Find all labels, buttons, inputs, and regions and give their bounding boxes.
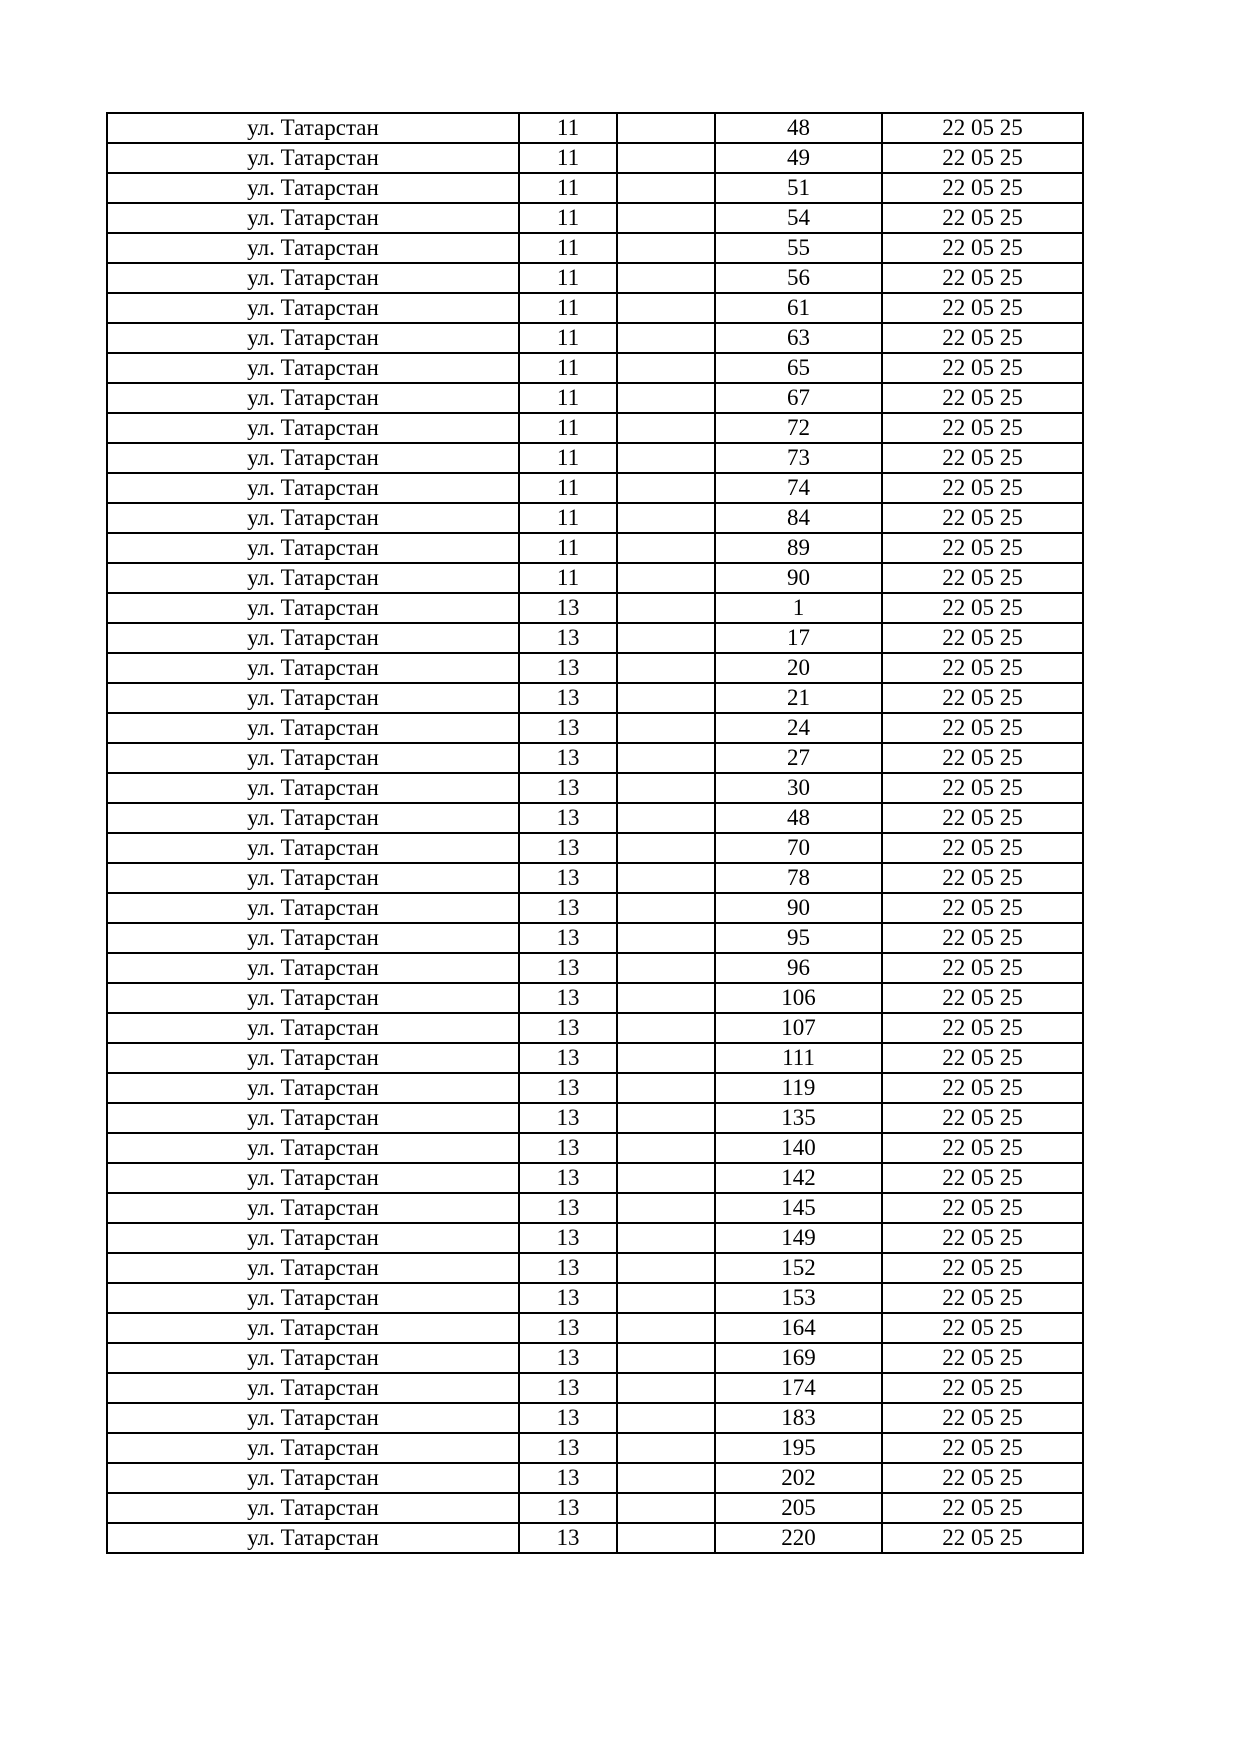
apartment-number-cell: 107 <box>715 1013 882 1043</box>
building-cell <box>617 1463 715 1493</box>
house-number-cell: 11 <box>519 203 617 233</box>
apartment-number-cell: 119 <box>715 1073 882 1103</box>
date-cell: 22 05 25 <box>882 893 1083 923</box>
date-cell: 22 05 25 <box>882 473 1083 503</box>
house-number-cell: 11 <box>519 113 617 143</box>
building-cell <box>617 1043 715 1073</box>
street-cell: ул. Татарстан <box>107 773 519 803</box>
apartment-number-cell: 195 <box>715 1433 882 1463</box>
apartment-number-cell: 135 <box>715 1103 882 1133</box>
date-cell: 22 05 25 <box>882 683 1083 713</box>
street-cell: ул. Татарстан <box>107 293 519 323</box>
house-number-cell: 13 <box>519 923 617 953</box>
apartment-number-cell: 73 <box>715 443 882 473</box>
table-row <box>107 683 1083 713</box>
table-row <box>107 1163 1083 1193</box>
house-number-cell: 13 <box>519 1283 617 1313</box>
apartment-number-cell: 95 <box>715 923 882 953</box>
building-cell <box>617 1073 715 1103</box>
apartment-number-cell: 55 <box>715 233 882 263</box>
apartment-number-cell: 145 <box>715 1193 882 1223</box>
table-row <box>107 1523 1083 1553</box>
apartment-number-cell: 169 <box>715 1343 882 1373</box>
building-cell <box>617 173 715 203</box>
house-number-cell: 11 <box>519 413 617 443</box>
house-number-cell: 11 <box>519 353 617 383</box>
date-cell: 22 05 25 <box>882 173 1083 203</box>
street-cell: ул. Татарстан <box>107 353 519 383</box>
date-cell: 22 05 25 <box>882 1013 1083 1043</box>
street-cell: ул. Татарстан <box>107 413 519 443</box>
house-number-cell: 11 <box>519 533 617 563</box>
house-number-cell: 13 <box>519 983 617 1013</box>
table-row <box>107 773 1083 803</box>
street-cell: ул. Татарстан <box>107 1013 519 1043</box>
date-cell: 22 05 25 <box>882 1223 1083 1253</box>
apartment-number-cell: 90 <box>715 563 882 593</box>
street-cell: ул. Татарстан <box>107 113 519 143</box>
building-cell <box>617 893 715 923</box>
house-number-cell: 13 <box>519 623 617 653</box>
building-cell <box>617 1403 715 1433</box>
street-cell: ул. Татарстан <box>107 1403 519 1433</box>
date-cell: 22 05 25 <box>882 1193 1083 1223</box>
house-number-cell: 13 <box>519 953 617 983</box>
house-number-cell: 11 <box>519 503 617 533</box>
street-cell: ул. Татарстан <box>107 623 519 653</box>
table-row <box>107 1403 1083 1433</box>
table-row <box>107 533 1083 563</box>
building-cell <box>617 743 715 773</box>
date-cell: 22 05 25 <box>882 743 1083 773</box>
street-cell: ул. Татарстан <box>107 1073 519 1103</box>
date-cell: 22 05 25 <box>882 383 1083 413</box>
building-cell <box>617 653 715 683</box>
building-cell <box>617 443 715 473</box>
building-cell <box>617 1523 715 1553</box>
table-row <box>107 1433 1083 1463</box>
street-cell: ул. Татарстан <box>107 443 519 473</box>
building-cell <box>617 353 715 383</box>
date-cell: 22 05 25 <box>882 593 1083 623</box>
table-row <box>107 293 1083 323</box>
table-row <box>107 1103 1083 1133</box>
building-cell <box>617 1283 715 1313</box>
date-cell: 22 05 25 <box>882 1163 1083 1193</box>
table-row <box>107 743 1083 773</box>
apartment-number-cell: 48 <box>715 803 882 833</box>
building-cell <box>617 113 715 143</box>
table-row <box>107 113 1083 143</box>
date-cell: 22 05 25 <box>882 1523 1083 1553</box>
street-cell: ул. Татарстан <box>107 323 519 353</box>
street-cell: ул. Татарстан <box>107 383 519 413</box>
date-cell: 22 05 25 <box>882 773 1083 803</box>
table-row <box>107 1133 1083 1163</box>
table-row <box>107 353 1083 383</box>
table-row <box>107 803 1083 833</box>
building-cell <box>617 983 715 1013</box>
building-cell <box>617 293 715 323</box>
apartment-number-cell: 205 <box>715 1493 882 1523</box>
building-cell <box>617 1313 715 1343</box>
apartment-number-cell: 164 <box>715 1313 882 1343</box>
apartment-number-cell: 74 <box>715 473 882 503</box>
building-cell <box>617 1133 715 1163</box>
date-cell: 22 05 25 <box>882 653 1083 683</box>
date-cell: 22 05 25 <box>882 443 1083 473</box>
house-number-cell: 13 <box>519 1223 617 1253</box>
table-row <box>107 203 1083 233</box>
street-cell: ул. Татарстан <box>107 953 519 983</box>
house-number-cell: 13 <box>519 1373 617 1403</box>
apartment-number-cell: 89 <box>715 533 882 563</box>
date-cell: 22 05 25 <box>882 323 1083 353</box>
date-cell: 22 05 25 <box>882 1403 1083 1433</box>
date-cell: 22 05 25 <box>882 953 1083 983</box>
table-row <box>107 1043 1083 1073</box>
house-number-cell: 11 <box>519 143 617 173</box>
street-cell: ул. Татарстан <box>107 1283 519 1313</box>
date-cell: 22 05 25 <box>882 533 1083 563</box>
house-number-cell: 13 <box>519 1403 617 1433</box>
street-cell: ул. Татарстан <box>107 473 519 503</box>
building-cell <box>617 563 715 593</box>
date-cell: 22 05 25 <box>882 1133 1083 1163</box>
table-row <box>107 1283 1083 1313</box>
street-cell: ул. Татарстан <box>107 1373 519 1403</box>
house-number-cell: 13 <box>519 1163 617 1193</box>
apartment-number-cell: 21 <box>715 683 882 713</box>
apartment-number-cell: 96 <box>715 953 882 983</box>
apartment-number-cell: 65 <box>715 353 882 383</box>
apartment-number-cell: 140 <box>715 1133 882 1163</box>
date-cell: 22 05 25 <box>882 803 1083 833</box>
apartment-number-cell: 1 <box>715 593 882 623</box>
street-cell: ул. Татарстан <box>107 1103 519 1133</box>
date-cell: 22 05 25 <box>882 1283 1083 1313</box>
house-number-cell: 13 <box>519 1013 617 1043</box>
street-cell: ул. Татарстан <box>107 923 519 953</box>
table-row <box>107 473 1083 503</box>
street-cell: ул. Татарстан <box>107 743 519 773</box>
date-cell: 22 05 25 <box>882 983 1083 1013</box>
date-cell: 22 05 25 <box>882 293 1083 323</box>
apartment-number-cell: 54 <box>715 203 882 233</box>
street-cell: ул. Татарстан <box>107 1133 519 1163</box>
building-cell <box>617 1343 715 1373</box>
table-row <box>107 863 1083 893</box>
date-cell: 22 05 25 <box>882 1253 1083 1283</box>
table-row <box>107 983 1083 1013</box>
apartment-number-cell: 67 <box>715 383 882 413</box>
apartment-number-cell: 49 <box>715 143 882 173</box>
street-cell: ул. Татарстан <box>107 1253 519 1283</box>
table-row <box>107 173 1083 203</box>
table-row <box>107 1313 1083 1343</box>
street-cell: ул. Татарстан <box>107 533 519 563</box>
street-cell: ул. Татарстан <box>107 1343 519 1373</box>
date-cell: 22 05 25 <box>882 263 1083 293</box>
date-cell: 22 05 25 <box>882 1073 1083 1103</box>
street-cell: ул. Татарстан <box>107 833 519 863</box>
street-cell: ул. Татарстан <box>107 263 519 293</box>
date-cell: 22 05 25 <box>882 563 1083 593</box>
table-row <box>107 893 1083 923</box>
apartment-number-cell: 20 <box>715 653 882 683</box>
street-cell: ул. Татарстан <box>107 1523 519 1553</box>
apartment-number-cell: 27 <box>715 743 882 773</box>
street-cell: ул. Татарстан <box>107 1433 519 1463</box>
building-cell <box>617 953 715 983</box>
house-number-cell: 13 <box>519 683 617 713</box>
house-number-cell: 13 <box>519 803 617 833</box>
table-row <box>107 383 1083 413</box>
date-cell: 22 05 25 <box>882 833 1083 863</box>
street-cell: ул. Татарстан <box>107 713 519 743</box>
house-number-cell: 11 <box>519 383 617 413</box>
house-number-cell: 13 <box>519 773 617 803</box>
building-cell <box>617 323 715 353</box>
date-cell: 22 05 25 <box>882 143 1083 173</box>
date-cell: 22 05 25 <box>882 1463 1083 1493</box>
apartment-number-cell: 30 <box>715 773 882 803</box>
building-cell <box>617 1193 715 1223</box>
table-row <box>107 1013 1083 1043</box>
table-row <box>107 143 1083 173</box>
building-cell <box>617 1103 715 1133</box>
building-cell <box>617 773 715 803</box>
street-cell: ул. Татарстан <box>107 203 519 233</box>
apartment-number-cell: 61 <box>715 293 882 323</box>
building-cell <box>617 533 715 563</box>
building-cell <box>617 1373 715 1403</box>
building-cell <box>617 923 715 953</box>
apartment-number-cell: 106 <box>715 983 882 1013</box>
apartment-number-cell: 152 <box>715 1253 882 1283</box>
street-cell: ул. Татарстан <box>107 893 519 923</box>
building-cell <box>617 683 715 713</box>
building-cell <box>617 623 715 653</box>
street-cell: ул. Татарстан <box>107 233 519 263</box>
date-cell: 22 05 25 <box>882 233 1083 263</box>
date-cell: 22 05 25 <box>882 713 1083 743</box>
date-cell: 22 05 25 <box>882 623 1083 653</box>
house-number-cell: 11 <box>519 173 617 203</box>
table-row <box>107 923 1083 953</box>
building-cell <box>617 863 715 893</box>
house-number-cell: 13 <box>519 743 617 773</box>
date-cell: 22 05 25 <box>882 1343 1083 1373</box>
building-cell <box>617 1493 715 1523</box>
table-row <box>107 563 1083 593</box>
street-cell: ул. Татарстан <box>107 1043 519 1073</box>
house-number-cell: 13 <box>519 863 617 893</box>
building-cell <box>617 233 715 263</box>
house-number-cell: 13 <box>519 833 617 863</box>
apartment-number-cell: 72 <box>715 413 882 443</box>
table-row <box>107 413 1083 443</box>
house-number-cell: 13 <box>519 1073 617 1103</box>
building-cell <box>617 1223 715 1253</box>
street-cell: ул. Татарстан <box>107 803 519 833</box>
house-number-cell: 13 <box>519 1043 617 1073</box>
address-table <box>106 112 1084 1554</box>
table-row <box>107 713 1083 743</box>
table-row <box>107 623 1083 653</box>
house-number-cell: 13 <box>519 893 617 923</box>
house-number-cell: 13 <box>519 653 617 683</box>
street-cell: ул. Татарстан <box>107 1493 519 1523</box>
apartment-number-cell: 142 <box>715 1163 882 1193</box>
date-cell: 22 05 25 <box>882 413 1083 443</box>
house-number-cell: 13 <box>519 1253 617 1283</box>
building-cell <box>617 833 715 863</box>
date-cell: 22 05 25 <box>882 1493 1083 1523</box>
building-cell <box>617 1163 715 1193</box>
date-cell: 22 05 25 <box>882 203 1083 233</box>
building-cell <box>617 203 715 233</box>
house-number-cell: 11 <box>519 473 617 503</box>
table-row <box>107 233 1083 263</box>
table-row <box>107 1193 1083 1223</box>
building-cell <box>617 503 715 533</box>
building-cell <box>617 1433 715 1463</box>
building-cell <box>617 383 715 413</box>
apartment-number-cell: 70 <box>715 833 882 863</box>
apartment-number-cell: 17 <box>715 623 882 653</box>
apartment-number-cell: 149 <box>715 1223 882 1253</box>
table-row <box>107 953 1083 983</box>
table-row <box>107 1343 1083 1373</box>
street-cell: ул. Татарстан <box>107 173 519 203</box>
house-number-cell: 11 <box>519 443 617 473</box>
street-cell: ул. Татарстан <box>107 1313 519 1343</box>
apartment-number-cell: 153 <box>715 1283 882 1313</box>
apartment-number-cell: 183 <box>715 1403 882 1433</box>
apartment-number-cell: 220 <box>715 1523 882 1553</box>
building-cell <box>617 1253 715 1283</box>
date-cell: 22 05 25 <box>882 863 1083 893</box>
date-cell: 22 05 25 <box>882 1433 1083 1463</box>
house-number-cell: 13 <box>519 1193 617 1223</box>
street-cell: ул. Татарстан <box>107 1223 519 1253</box>
date-cell: 22 05 25 <box>882 1043 1083 1073</box>
table-row <box>107 323 1083 353</box>
house-number-cell: 13 <box>519 713 617 743</box>
apartment-number-cell: 84 <box>715 503 882 533</box>
address-table-body <box>107 113 1083 1553</box>
house-number-cell: 13 <box>519 1343 617 1373</box>
street-cell: ул. Татарстан <box>107 863 519 893</box>
house-number-cell: 13 <box>519 593 617 623</box>
building-cell <box>617 473 715 503</box>
house-number-cell: 11 <box>519 323 617 353</box>
house-number-cell: 13 <box>519 1133 617 1163</box>
house-number-cell: 11 <box>519 293 617 323</box>
table-row <box>107 263 1083 293</box>
street-cell: ул. Татарстан <box>107 983 519 1013</box>
apartment-number-cell: 90 <box>715 893 882 923</box>
house-number-cell: 13 <box>519 1463 617 1493</box>
building-cell <box>617 803 715 833</box>
street-cell: ул. Татарстан <box>107 1463 519 1493</box>
street-cell: ул. Татарстан <box>107 1163 519 1193</box>
date-cell: 22 05 25 <box>882 1103 1083 1133</box>
house-number-cell: 13 <box>519 1493 617 1523</box>
table-row <box>107 1463 1083 1493</box>
street-cell: ул. Татарстан <box>107 653 519 683</box>
street-cell: ул. Татарстан <box>107 593 519 623</box>
apartment-number-cell: 48 <box>715 113 882 143</box>
table-row <box>107 593 1083 623</box>
street-cell: ул. Татарстан <box>107 143 519 173</box>
date-cell: 22 05 25 <box>882 923 1083 953</box>
apartment-number-cell: 51 <box>715 173 882 203</box>
table-row <box>107 1493 1083 1523</box>
building-cell <box>617 593 715 623</box>
apartment-number-cell: 202 <box>715 1463 882 1493</box>
street-cell: ул. Татарстан <box>107 1193 519 1223</box>
house-number-cell: 13 <box>519 1313 617 1343</box>
date-cell: 22 05 25 <box>882 503 1083 533</box>
date-cell: 22 05 25 <box>882 1313 1083 1343</box>
table-row <box>107 833 1083 863</box>
street-cell: ул. Татарстан <box>107 503 519 533</box>
table-row <box>107 1223 1083 1253</box>
apartment-number-cell: 24 <box>715 713 882 743</box>
building-cell <box>617 413 715 443</box>
date-cell: 22 05 25 <box>882 113 1083 143</box>
table-row <box>107 503 1083 533</box>
table-row <box>107 653 1083 683</box>
house-number-cell: 13 <box>519 1103 617 1133</box>
house-number-cell: 13 <box>519 1433 617 1463</box>
street-cell: ул. Татарстан <box>107 563 519 593</box>
building-cell <box>617 1013 715 1043</box>
building-cell <box>617 713 715 743</box>
apartment-number-cell: 111 <box>715 1043 882 1073</box>
apartment-number-cell: 174 <box>715 1373 882 1403</box>
house-number-cell: 11 <box>519 233 617 263</box>
apartment-number-cell: 78 <box>715 863 882 893</box>
building-cell <box>617 263 715 293</box>
table-row <box>107 1073 1083 1103</box>
date-cell: 22 05 25 <box>882 353 1083 383</box>
table-row <box>107 443 1083 473</box>
table-row <box>107 1373 1083 1403</box>
house-number-cell: 13 <box>519 1523 617 1553</box>
street-cell: ул. Татарстан <box>107 683 519 713</box>
house-number-cell: 11 <box>519 563 617 593</box>
house-number-cell: 11 <box>519 263 617 293</box>
table-row <box>107 1253 1083 1283</box>
building-cell <box>617 143 715 173</box>
apartment-number-cell: 56 <box>715 263 882 293</box>
date-cell: 22 05 25 <box>882 1373 1083 1403</box>
apartment-number-cell: 63 <box>715 323 882 353</box>
